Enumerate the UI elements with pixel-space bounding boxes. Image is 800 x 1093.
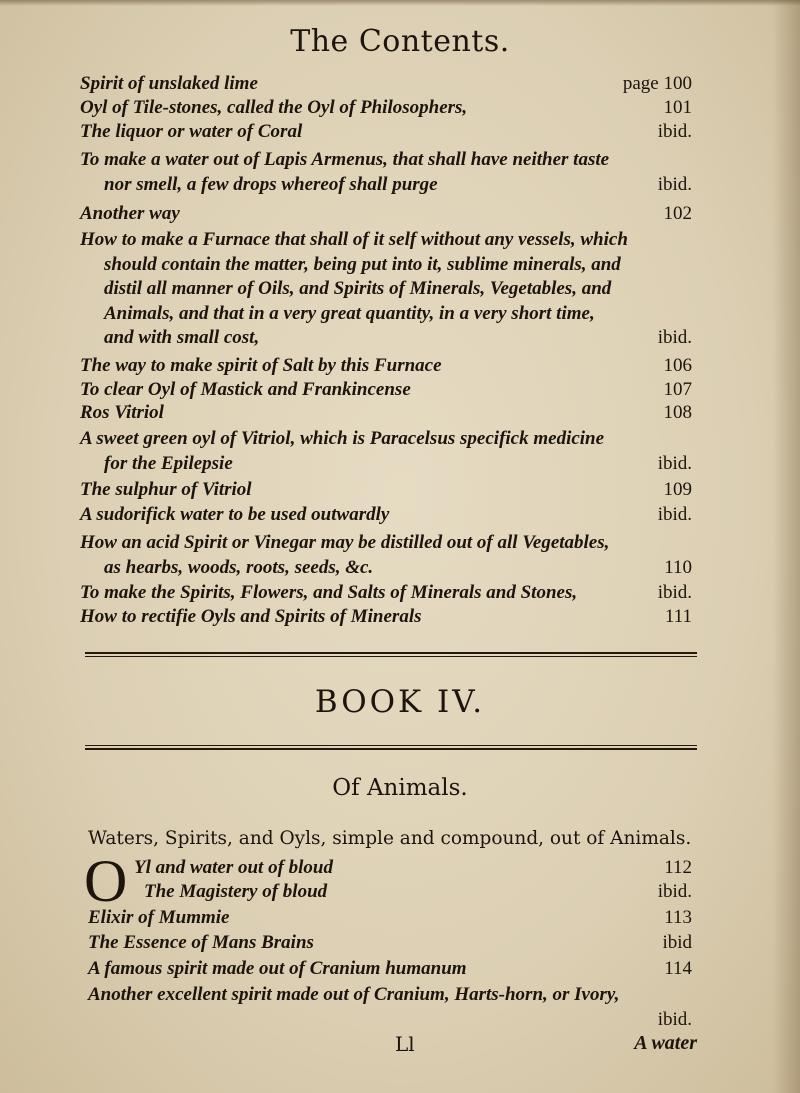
section-heading: Waters, Spirits, and Oyls, simple and compound, out of Animals. [88, 828, 692, 849]
toc-entry-page: 113 [664, 907, 692, 928]
toc-entry [80, 427, 692, 476]
toc-entry-text: Yl and water out of bloud [134, 857, 333, 878]
signature-mark: Ll [395, 1032, 415, 1056]
toc-entry-text: To make a water out of Lapis Armenus, that shall have neither taste [80, 149, 610, 170]
page-top-shadow [0, 0, 800, 6]
toc-entry-text: A sweet green oyl of Vitriol, which is Paracelsus specifick medicine [80, 428, 605, 449]
toc-entry [80, 72, 692, 97]
toc-entry-page: page 100 [622, 73, 692, 94]
toc-entry-page: ibid. [657, 504, 692, 525]
toc-entry [144, 880, 692, 905]
toc-entry [88, 957, 692, 982]
toc-entry-page: 114 [664, 958, 692, 979]
toc-entry [80, 148, 692, 197]
toc-entry-text: How to make a Furnace that shall of it self without any vessels, which [80, 229, 628, 250]
toc-entry-page: ibid. [657, 327, 692, 348]
toc-entry-page: 108 [663, 402, 692, 423]
toc-entry [80, 202, 692, 227]
book-heading: BOOK IV. [314, 684, 486, 720]
toc-entry-text: nor smell, a few drops whereof shall purge [104, 173, 438, 195]
toc-entry-text: should contain the matter, being put into it, sublime minerals, and [104, 253, 621, 275]
toc-entry-text: Another way [80, 203, 180, 224]
toc-entry-text: as hearbs, woods, roots, seeds, &c. [104, 556, 374, 578]
toc-entry [80, 378, 692, 403]
toc-entry-text: How an acid Spirit or Vinegar may be distilled out of all Vegetables, [80, 532, 610, 553]
toc-entry-text: A sudorifick water to be used outwardly [80, 504, 390, 525]
toc-entry-text: To clear Oyl of Mastick and Frankincense [80, 379, 411, 400]
toc-entry [80, 96, 692, 121]
toc-entry-text: How to rectifie Oyls and Spirits of Minerals [80, 606, 422, 627]
page-title: The Contents. [290, 24, 510, 59]
toc-entry [80, 354, 692, 379]
toc-entry [134, 856, 692, 881]
toc-entry-page: 101 [663, 97, 692, 118]
toc-entry-page: 109 [663, 479, 692, 500]
toc-entry-text: The Magistery of bloud [144, 881, 328, 902]
toc-entry-page: ibid [662, 932, 692, 953]
toc-entry [80, 581, 692, 606]
toc-entry-text: for the Epilepsie [104, 452, 233, 474]
page-gutter-shadow [772, 0, 800, 1093]
toc-entry-text: A famous spirit made out of Cranium humanum [88, 958, 467, 979]
toc-entry-text: Spirit of unslaked lime [80, 73, 258, 94]
toc-entry-page: ibid. [657, 881, 692, 902]
toc-entry-page: ibid. [657, 173, 692, 195]
toc-entry-page: 110 [664, 556, 692, 578]
toc-entry-text: To make the Spirits, Flowers, and Salts of Minerals and Stones, [80, 582, 578, 603]
toc-entry-text: Elixir of Mummie [88, 907, 230, 928]
toc-entry-text: Animals, and that in a very great quantity, in a very short time, [104, 302, 595, 324]
toc-entry [88, 983, 692, 1032]
catchword: A water [634, 1032, 697, 1054]
toc-entry-page: 107 [663, 379, 692, 400]
toc-entry-text: Another excellent spirit made out of Cranium, Harts-horn, or Ivory, [88, 984, 620, 1005]
toc-entry-page: 111 [664, 606, 692, 627]
toc-entry [80, 503, 692, 528]
toc-entry-page: 102 [663, 203, 692, 224]
toc-entry-text: The Essence of Mans Brains [88, 932, 314, 953]
toc-entry-page: ibid. [657, 1008, 692, 1030]
toc-entry-text: The sulphur of Vitriol [80, 479, 252, 500]
toc-entry [80, 605, 692, 630]
toc-entry-text: Oyl of Tile-stones, called the Oyl of Philosophers, [80, 97, 468, 118]
toc-entry-text: Ros Vitriol [80, 402, 164, 423]
toc-entry-page: 112 [664, 857, 692, 878]
toc-entry [80, 401, 692, 426]
toc-entry-text: distil all manner of Oils, and Spirits of Minerals, Vegetables, and [104, 278, 612, 299]
section-rule-bottom [85, 743, 697, 750]
toc-entry [80, 531, 692, 580]
toc-entry-text: and with small cost, [104, 327, 260, 348]
toc-entry-text: The liquor or water of Coral [80, 121, 303, 142]
toc-entry-page: ibid. [657, 452, 692, 474]
book-subheading: Of Animals. [332, 775, 468, 801]
toc-entry [88, 931, 692, 956]
toc-entry-page: ibid. [657, 121, 692, 142]
toc-entry [88, 906, 692, 931]
drop-capital: O [84, 848, 128, 914]
toc-entry [80, 120, 692, 145]
toc-entry [80, 228, 692, 351]
toc-entry [80, 478, 692, 503]
toc-entry-page: 106 [663, 355, 692, 376]
toc-entry-page: ibid. [657, 582, 692, 603]
toc-entry-text: The way to make spirit of Salt by this Furnace [80, 355, 442, 376]
section-rule-top [85, 652, 697, 657]
